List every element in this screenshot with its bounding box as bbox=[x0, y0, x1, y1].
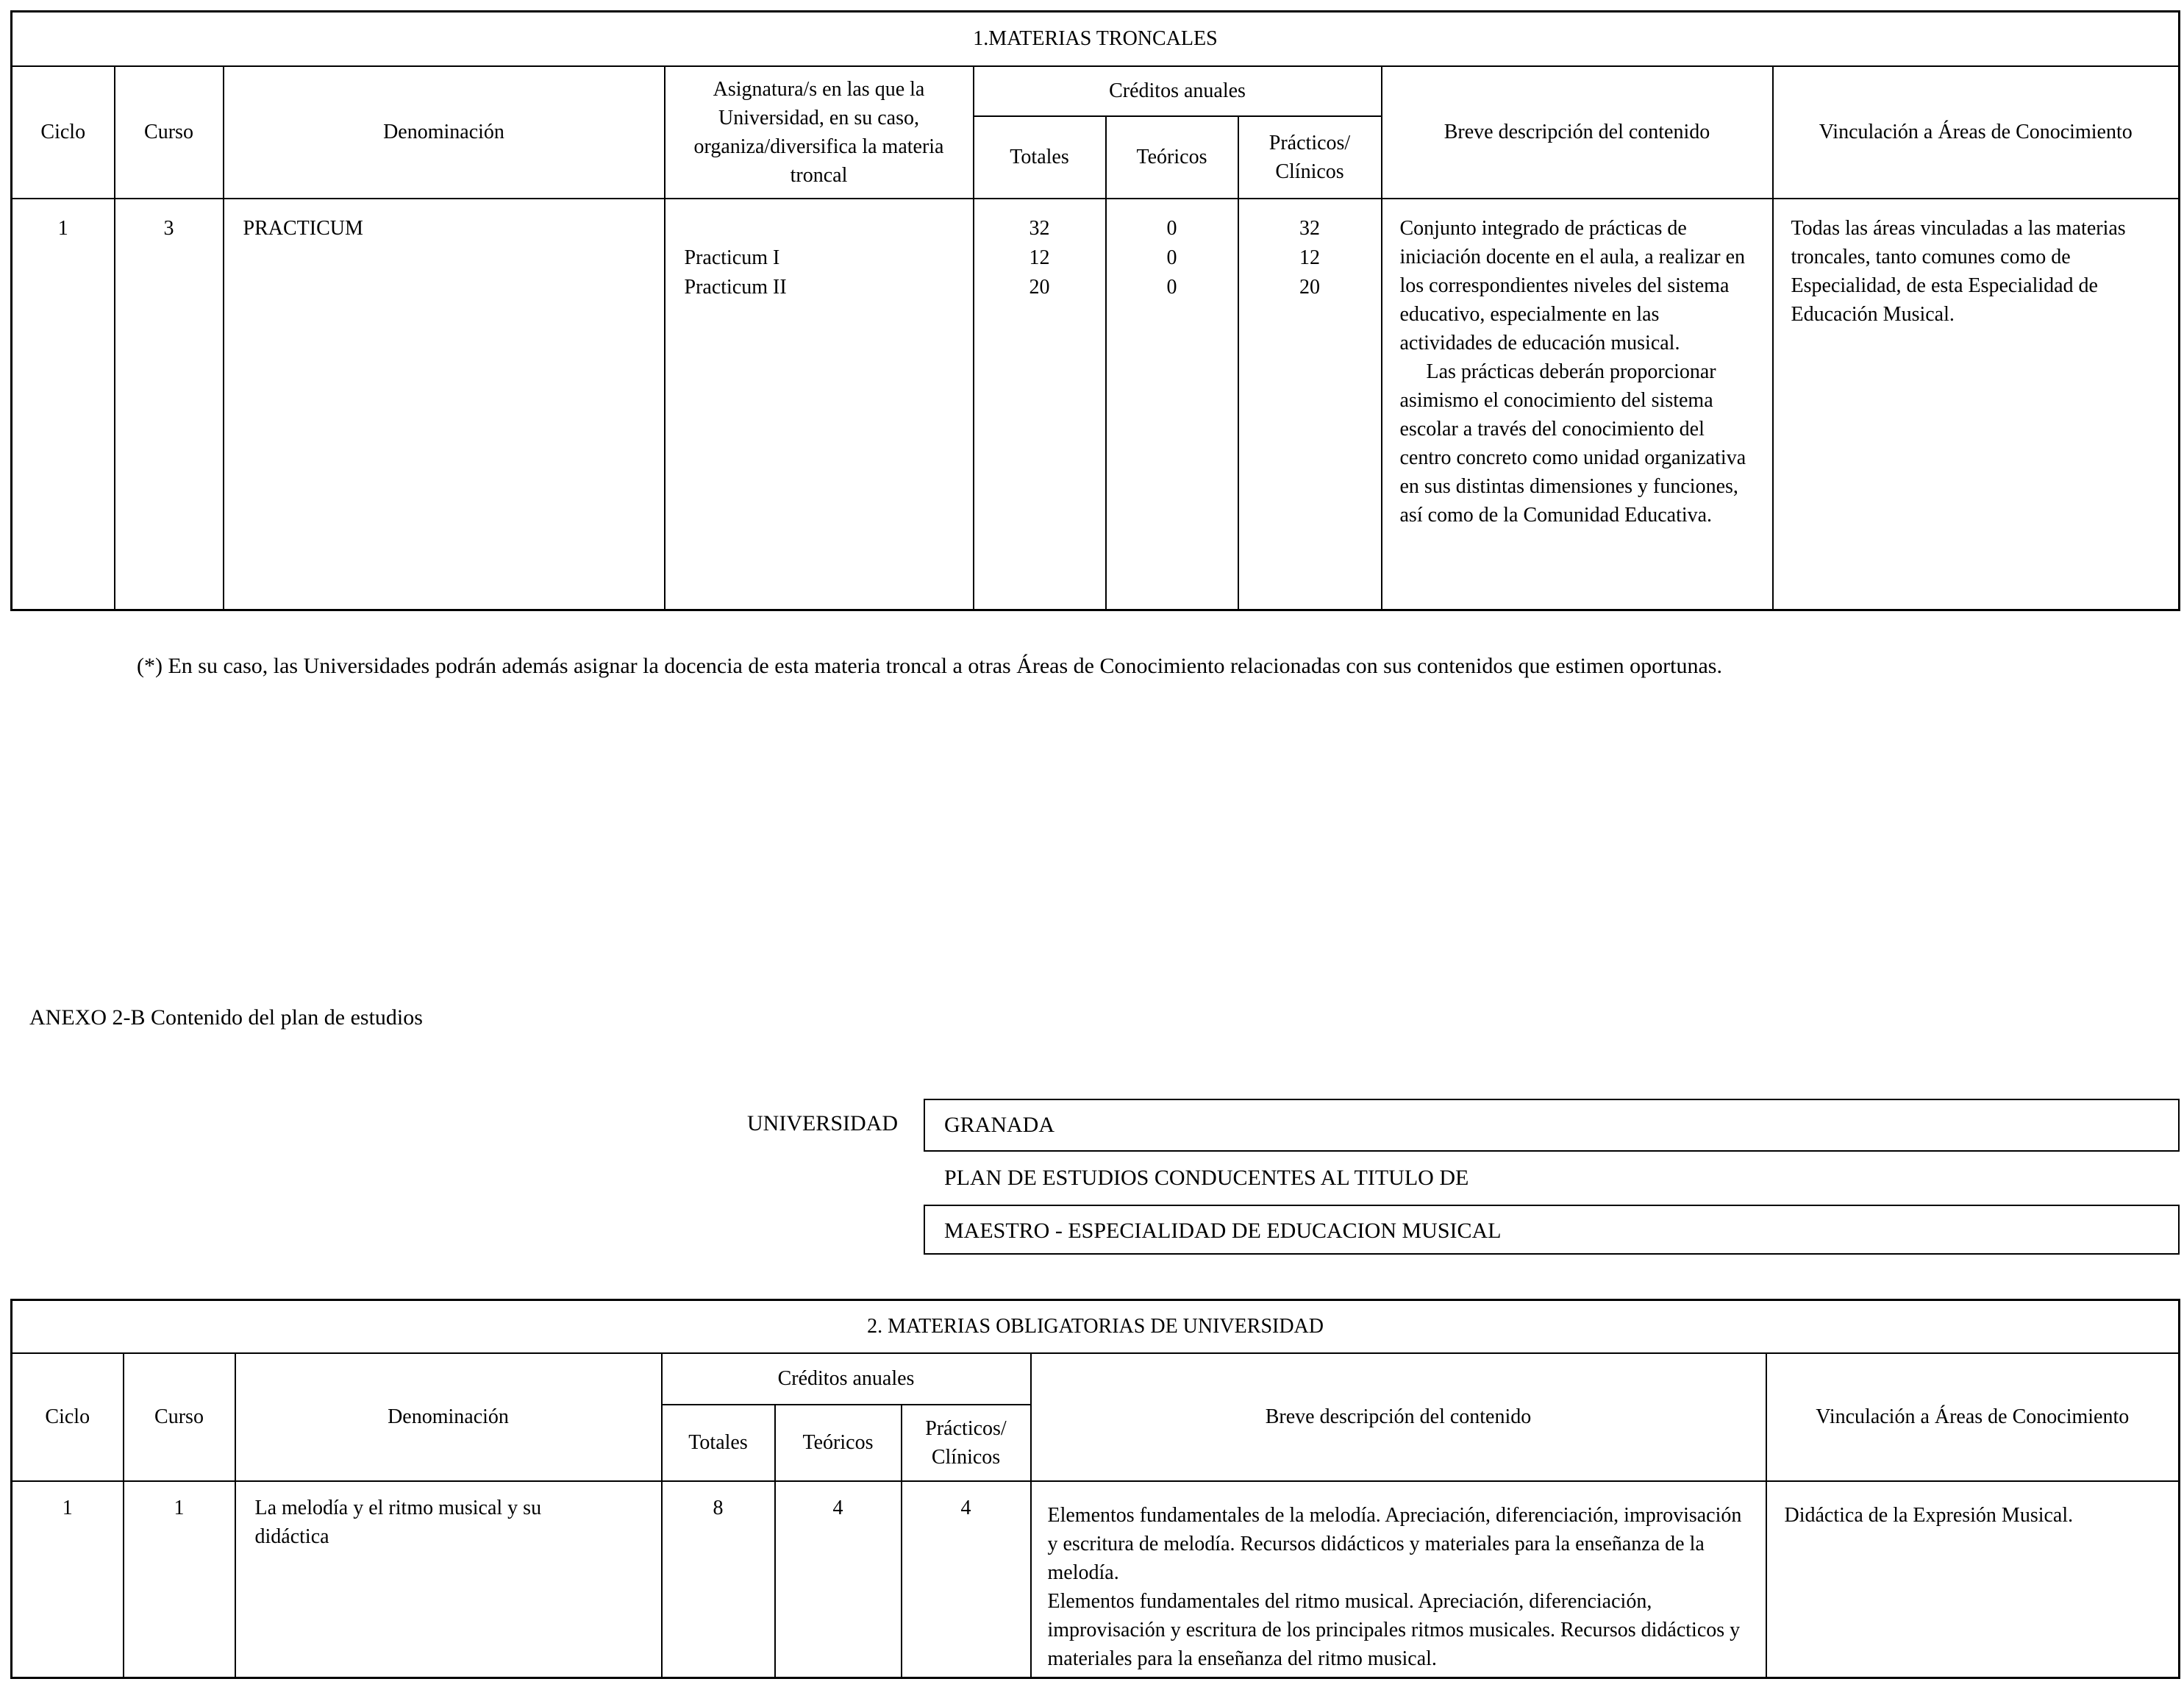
header-denominacion: Denominación bbox=[224, 66, 665, 199]
cell-asignaturas bbox=[665, 199, 974, 610]
table-title: 1.MATERIAS TRONCALES bbox=[12, 12, 2180, 66]
cell-curso: 1 bbox=[124, 1481, 235, 1678]
header-practicos: Prácticos/ Clínicos bbox=[1238, 116, 1382, 199]
totales-value: 12 bbox=[1029, 246, 1050, 269]
descripcion-paragraph-2: Elementos fundamentales del ritmo musical. Apreciación, diferenciación, improvisación y escritura de los principales ritmos musicales. Recursos didácticos y materiales para la enseñanza del ritmo musical. bbox=[1047, 1589, 1741, 1670]
cell-totales: 8 bbox=[662, 1481, 775, 1678]
practicos-value: 12 bbox=[1299, 246, 1320, 269]
totales-value: 32 bbox=[1029, 216, 1050, 240]
header-curso: Curso bbox=[124, 1353, 235, 1481]
degree-box bbox=[924, 1205, 2180, 1255]
cell-teoricos bbox=[1106, 199, 1238, 610]
header-teoricos: Teóricos bbox=[775, 1405, 902, 1481]
degree-value: MAESTRO - ESPECIALIDAD DE EDUCACION MUSICAL bbox=[944, 1219, 1502, 1243]
plan-label: PLAN DE ESTUDIOS CONDUCENTES AL TITULO DE bbox=[944, 1166, 1469, 1190]
materias-obligatorias-table bbox=[10, 1299, 2180, 1679]
header-teoricos: Teóricos bbox=[1106, 116, 1238, 199]
cell-denominacion: La melodía y el ritmo musical y su didáctica bbox=[235, 1481, 662, 1678]
header-vinculacion: Vinculación a Áreas de Conocimiento bbox=[1773, 66, 2180, 199]
header-totales: Totales bbox=[662, 1405, 775, 1481]
footnote: (*) En su caso, las Universidades podrán además asignar la docencia de esta materia troncal a otras Áreas de Conocimiento relacionadas con sus contenidos que estimen oportunas. bbox=[137, 654, 1722, 678]
header-descripcion: Breve descripción del contenido bbox=[1031, 1353, 1766, 1481]
table-row bbox=[12, 199, 2180, 610]
cell-vinculacion: Todas las áreas vinculadas a las materias troncales, tanto comunes como de Especialidad, de esta Especialidad de Educación Musical. bbox=[1773, 199, 2180, 610]
header-asignaturas: Asignatura/s en las que la Universidad, en su caso, organiza/diversifica la materia troncal bbox=[665, 66, 974, 199]
table-title: 2. MATERIAS OBLIGATORIAS DE UNIVERSIDAD bbox=[12, 1300, 2180, 1353]
cell-denominacion: PRACTICUM bbox=[224, 199, 665, 610]
header-ciclo: Ciclo bbox=[12, 66, 115, 199]
header-descripcion: Breve descripción del contenido bbox=[1382, 66, 1773, 199]
header-totales: Totales bbox=[974, 116, 1106, 199]
asignatura-1: Practicum I bbox=[684, 246, 780, 269]
header-practicos: Prácticos/ Clínicos bbox=[902, 1405, 1031, 1481]
annex-title: ANEXO 2-B Contenido del plan de estudios bbox=[29, 1005, 423, 1030]
header-curso: Curso bbox=[115, 66, 224, 199]
header-vinculacion: Vinculación a Áreas de Conocimiento bbox=[1766, 1353, 2180, 1481]
header-denominacion: Denominación bbox=[235, 1353, 662, 1481]
header-creditos-anuales: Créditos anuales bbox=[974, 66, 1382, 116]
cell-ciclo: 1 bbox=[12, 1481, 124, 1678]
teoricos-value: 0 bbox=[1166, 216, 1177, 240]
cell-teoricos: 4 bbox=[775, 1481, 902, 1678]
header-ciclo: Ciclo bbox=[12, 1353, 124, 1481]
practicos-value: 32 bbox=[1299, 216, 1320, 240]
cell-descripcion bbox=[1382, 199, 1773, 610]
teoricos-value: 0 bbox=[1166, 246, 1177, 269]
descripcion-paragraph-1: Elementos fundamentales de la melodía. Apreciación, diferenciación, improvisación y escritura de melodía. Recursos didácticos y materiales para la enseñanza de la melodía. bbox=[1047, 1503, 1742, 1584]
university-label: UNIVERSIDAD bbox=[747, 1111, 898, 1135]
cell-practicos: 4 bbox=[902, 1481, 1031, 1678]
university-value-box bbox=[924, 1099, 2180, 1152]
descripcion-paragraph-1: Conjunto integrado de prácticas de iniciación docente en el aula, a realizar en los correspondientes niveles del sistema educativo, especialmente en las actividades de educación musical. bbox=[1399, 216, 1746, 354]
university-value: GRANADA bbox=[944, 1113, 1054, 1137]
cell-totales bbox=[974, 199, 1106, 610]
totales-value: 20 bbox=[1029, 275, 1050, 299]
cell-curso: 3 bbox=[115, 199, 224, 610]
descripcion-paragraph-2: Las prácticas deberán proporcionar asimismo el conocimiento del sistema escolar a través del conocimiento del centro concreto como unidad organizativa en sus distintas dimensiones y funciones, así como de la Comunidad Educativa. bbox=[1399, 360, 1746, 527]
materias-troncales-table bbox=[10, 10, 2180, 611]
cell-ciclo: 1 bbox=[12, 199, 115, 610]
header-creditos-anuales: Créditos anuales bbox=[662, 1353, 1031, 1405]
table-row bbox=[12, 1481, 2180, 1678]
teoricos-value: 0 bbox=[1166, 275, 1177, 299]
cell-practicos bbox=[1238, 199, 1382, 610]
cell-descripcion bbox=[1031, 1481, 1766, 1678]
practicos-value: 20 bbox=[1299, 275, 1320, 299]
cell-vinculacion: Didáctica de la Expresión Musical. bbox=[1766, 1481, 2180, 1678]
asignatura-2: Practicum II bbox=[684, 275, 787, 299]
